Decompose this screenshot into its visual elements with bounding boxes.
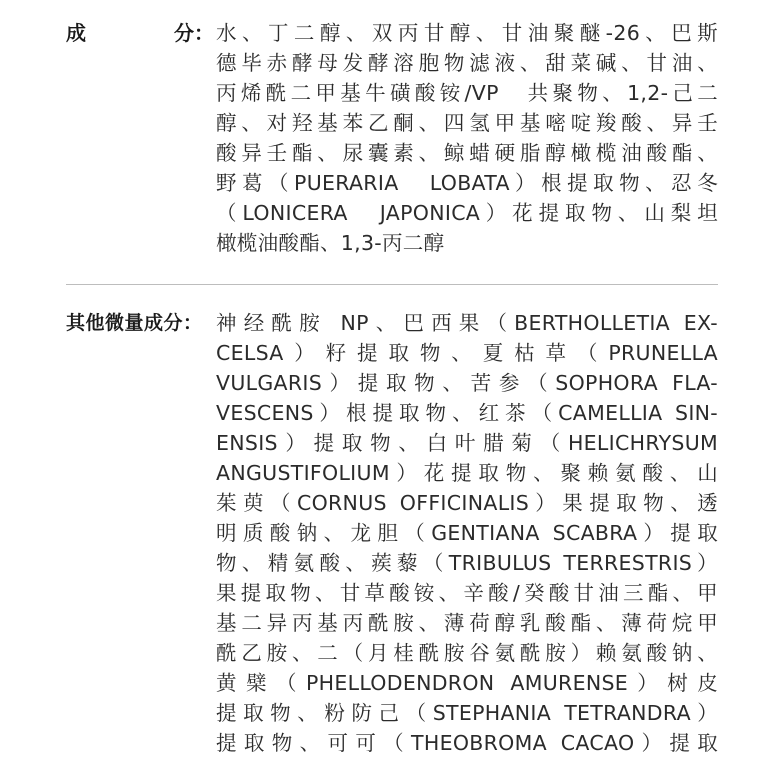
trace-line: 明质酸钠、龙胆（GENTIANA SCABRA）提取	[216, 521, 718, 545]
trace-line: 基二异丙基丙酰胺、薄荷醇乳酸酯、薄荷烷甲	[216, 611, 718, 635]
trace-line: 提取物、可可（THEOBROMA CACAO）提取	[216, 731, 718, 755]
trace-line: CELSA）籽提取物、夏枯草（PRUNELLA	[216, 341, 718, 365]
trace-line: 果提取物、甘草酸铵、辛酸/癸酸甘油三酯、甲	[216, 581, 718, 605]
trace-line: VULGARIS）提取物、苦参（SOPHORA FLA-	[216, 371, 718, 395]
ingredients-line: 野葛（PUERARIA LOBATA）根提取物、忍冬	[216, 171, 718, 195]
trace-line: ENSIS）提取物、白叶腊菊（HELICHRYSUM	[216, 431, 718, 455]
ingredients-label-char-1: 成	[66, 21, 86, 45]
ingredients-line: 橄榄油酸酯、1,3-丙二醇	[216, 231, 445, 255]
trace-line: 茱萸（CORNUS OFFICINALIS）果提取物、透	[216, 491, 718, 515]
ingredients-line: 德毕赤酵母发酵溶胞物滤液、甜菜碱、甘油、	[216, 51, 718, 75]
ingredients-text	[216, 18, 718, 258]
trace-line: 酰乙胺、二（月桂酰胺谷氨酰胺）赖氨酸钠、	[216, 641, 718, 665]
section-divider	[66, 284, 718, 285]
trace-line: 神经酰胺 NP、巴西果（BERTHOLLETIA EX-	[216, 311, 718, 335]
ingredients-label	[66, 18, 214, 48]
trace-line: ANGUSTIFOLIUM）花提取物、聚赖氨酸、山	[216, 461, 718, 485]
trace-ingredients-label: 其他微量成分：	[66, 312, 203, 334]
ingredients-line: 丙烯酰二甲基牛磺酸铵/VP 共聚物、1,2-己二	[216, 81, 718, 105]
trace-line: 提取物、粉防己（STEPHANIA TETRANDRA）	[216, 701, 718, 725]
ingredients-line: 酸异壬酯、尿囊素、鲸蜡硬脂醇橄榄油酸酯、	[216, 141, 718, 165]
ingredients-label-char-2: 分：	[174, 21, 214, 45]
ingredients-line: 水、丁二醇、双丙甘醇、甘油聚醚-26、巴斯	[216, 21, 718, 45]
trace-line: 物、精氨酸、蒺藜（TRIBULUS TERRESTRIS）	[216, 551, 718, 575]
trace-ingredients-text	[216, 308, 718, 758]
ingredients-line: （LONICERA JAPONICA）花提取物、山梨坦	[216, 201, 718, 225]
ingredients-line: 醇、对羟基苯乙酮、四氢甲基嘧啶羧酸、异壬	[216, 111, 718, 135]
trace-line: 黄檗（PHELLODENDRON AMURENSE）树皮	[216, 671, 718, 695]
trace-line: VESCENS）根提取物、红茶（CAMELLIA SIN-	[216, 401, 718, 425]
